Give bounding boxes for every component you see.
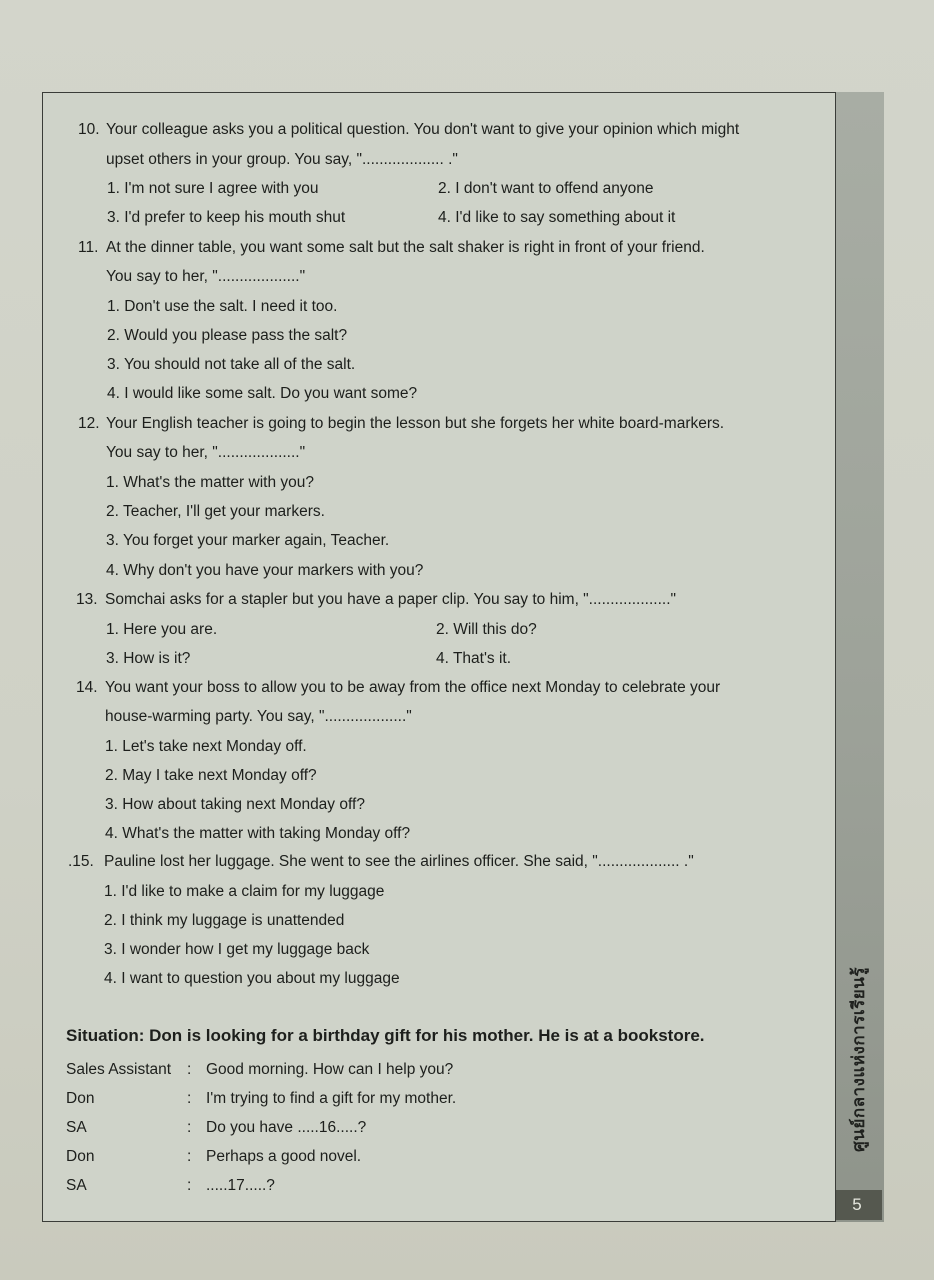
dialogue-colon: : [187, 1119, 192, 1136]
question-number: .15. [68, 853, 94, 870]
answer-option: 3. How is it? [106, 650, 191, 667]
answer-option: 1. Let's take next Monday off. [105, 738, 307, 755]
answer-option: 1. Here you are. [106, 621, 218, 638]
answer-option: 1. I'd like to make a claim for my luggage [104, 883, 385, 900]
question-number: 13. [76, 591, 98, 608]
question-stem: You want your boss to allow you to be away from the office next Monday to celebrate your [105, 679, 721, 696]
answer-option: 4. I'd like to say something about it [438, 209, 676, 226]
dialogue-line: Perhaps a good novel. [206, 1148, 362, 1165]
dialogue-colon: : [187, 1061, 192, 1078]
answer-option: 4. I want to question you about my luggage [104, 970, 400, 987]
dialogue-line: Good morning. How can I help you? [206, 1061, 454, 1078]
dialogue-line: Do you have .....16.....? [206, 1119, 367, 1136]
question-stem: Your English teacher is going to begin the lesson but she forgets her white board-markers. [106, 415, 725, 432]
answer-option: 3. I wonder how I get my luggage back [104, 941, 370, 958]
answer-option: 2. Would you please pass the salt? [107, 327, 348, 344]
question-stem: You say to her, "..................." [106, 268, 306, 285]
question-number: 14. [76, 679, 98, 696]
answer-option: 4. That's it. [436, 650, 512, 667]
question-number: 10. [78, 121, 100, 138]
question-stem: Somchai asks for a stapler but you have a paper clip. You say to him, "..................." [105, 591, 677, 608]
answer-option: 2. I think my luggage is unattended [104, 912, 345, 929]
side-title-text: ศูนย์กลางแห่งการเรียนรู้ [848, 967, 869, 1153]
question-stem: upset others in your group. You say, "................... ." [106, 151, 458, 168]
dialogue-speaker: Don [66, 1148, 95, 1165]
question-stem: house-warming party. You say, "..................." [105, 708, 412, 725]
question-stem: You say to her, "..................." [106, 444, 306, 461]
situation-heading: Situation: Don is looking for a birthday gift for his mother. He is at a bookstore. [66, 1026, 705, 1045]
answer-option: 4. I would like some salt. Do you want some? [107, 385, 418, 402]
answer-option: 4. What's the matter with taking Monday off? [105, 825, 411, 842]
answer-option: 3. You forget your marker again, Teacher. [106, 532, 390, 549]
answer-option: 3. I'd prefer to keep his mouth shut [107, 209, 346, 226]
dialogue-colon: : [187, 1148, 192, 1165]
side-title [838, 940, 878, 1180]
answer-option: 4. Why don't you have your markers with you? [106, 562, 424, 579]
answer-option: 2. I don't want to offend anyone [438, 180, 654, 197]
answer-option: 3. How about taking next Monday off? [105, 796, 365, 813]
answer-option: 1. I'm not sure I agree with you [107, 180, 319, 197]
question-stem: At the dinner table, you want some salt but the salt shaker is right in front of your friend. [106, 239, 705, 256]
question-stem: Pauline lost her luggage. She went to see the airlines officer. She said, "................... ." [104, 853, 694, 870]
dialogue-line: I'm trying to find a gift for my mother. [206, 1090, 457, 1107]
answer-option: 2. Teacher, I'll get your markers. [106, 503, 325, 520]
answer-option: 2. May I take next Monday off? [105, 767, 317, 784]
question-stem: Your colleague asks you a political question. You don't want to give your opinion which might [106, 121, 740, 138]
question-number: 11. [78, 239, 99, 256]
dialogue-speaker: Don [66, 1090, 95, 1107]
answer-option: 2. Will this do? [436, 621, 537, 638]
dialogue-line: .....17.....? [206, 1177, 275, 1194]
dialogue-speaker: SA [66, 1119, 87, 1136]
dialogue-speaker: SA [66, 1177, 87, 1194]
answer-option: 1. What's the matter with you? [106, 474, 314, 491]
page-number: 5 [832, 1190, 882, 1220]
question-number: 12. [78, 415, 100, 432]
dialogue-colon: : [187, 1177, 192, 1194]
dialogue-speaker: Sales Assistant [66, 1061, 172, 1078]
answer-option: 1. Don't use the salt. I need it too. [107, 298, 338, 315]
answer-option: 3. You should not take all of the salt. [107, 356, 356, 373]
dialogue-colon: : [187, 1090, 192, 1107]
